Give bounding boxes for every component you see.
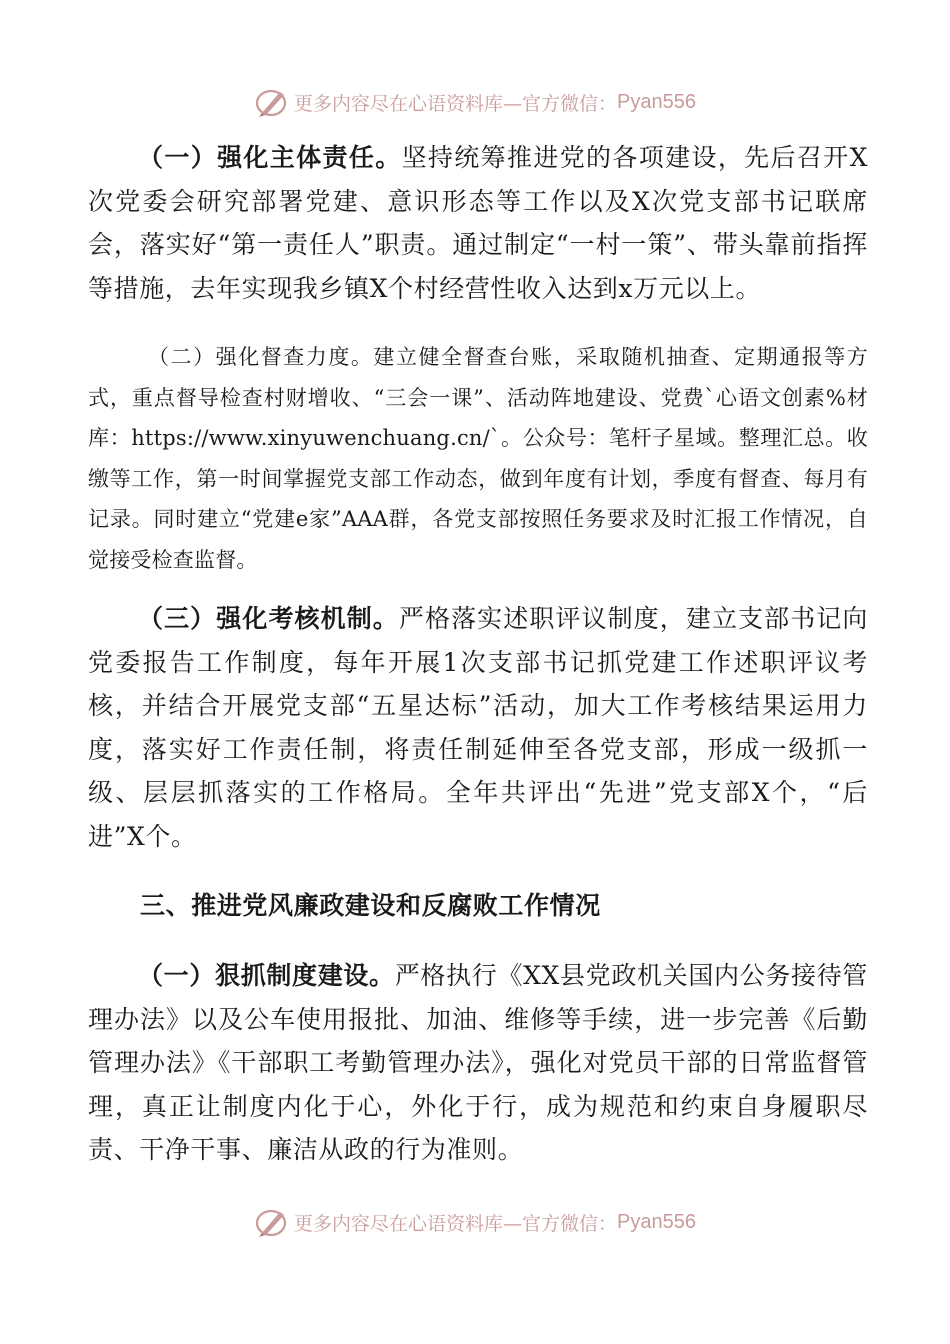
banner-text: 更多内容尽在心语资料库—官方微信： (294, 1212, 618, 1235)
banner-text: 更多内容尽在心语资料库—官方微信： (294, 92, 618, 115)
paragraph-assessment (88, 597, 868, 858)
paragraph-system-building (88, 954, 868, 1172)
paragraph-body: 严格落实述职评议制度，建立支部书记向党委报告工作制度，每年开展1次支部书记抓党建工作述职评议考核，并结合开展党支部“五星达标”活动，加大工作考核结果运用力度，落实好工作责任制，将责任制延伸至各党支部，形成一级抓一级、层层抓落实的工作格局。全年共评出“先进”党支部X个，“后进”X个。 (88, 604, 868, 851)
paragraph-lead: （三）强化考核机制。 (138, 604, 399, 633)
paragraph-lead: （一）狠抓制度建设。 (138, 961, 395, 990)
pen-nib-icon (254, 86, 290, 118)
paragraph-body: （二）强化督查力度。建立健全督查台账，采取随机抽查、定期通报等方式，重点督导检查村财增收、“三会一课”、活动阵地建设、党费`心语文创素%材库：https://www.xinyuwenchuang.cn/`。公众号：笔杆子星域。整理汇总。收缴等工作，第一时间掌握党支部工作动态，做到年度有计划，季度有督查、每月有记录。同时建立“党建e家”AAA群，各党支部按照任务要求及时汇报工作情况，自觉接受检查监督。 (88, 345, 868, 572)
banner-wechat-id: Pyan556 (617, 90, 696, 113)
paragraph-supervision (88, 337, 868, 580)
section-heading: 三、推进党风廉政建设和反腐败工作情况 (140, 891, 601, 920)
paragraph-body: 坚持统筹推进党的各项建设，先后召开X次党委会研究部署党建、意识形态等工作以及X次党支部书记联席会，落实好“第一责任人”职责。通过制定“一村一策”、带头靠前指挥等措施，去年实现我乡镇X个村经营性收入达到x万元以上。 (88, 143, 868, 303)
header-banner (0, 82, 950, 122)
footer-banner (0, 1202, 950, 1242)
paragraph-lead: （一）强化主体责任。 (138, 143, 402, 172)
paragraph-body: 严格执行《XX县党政机关国内公务接待管理办法》以及公车使用报批、加油、维修等手续，进一步完善《后勤管理办法》《干部职工考勤管理办法》，强化对党员干部的日常监督管理，真正让制度内化于心，外化于行，成为规范和约束自身履职尽责、干净干事、廉洁从政的行为准则。 (88, 961, 868, 1164)
banner-wechat-id: Pyan556 (617, 1210, 696, 1233)
pen-nib-icon (254, 1206, 290, 1238)
paragraph-subject-responsibility (88, 136, 868, 310)
